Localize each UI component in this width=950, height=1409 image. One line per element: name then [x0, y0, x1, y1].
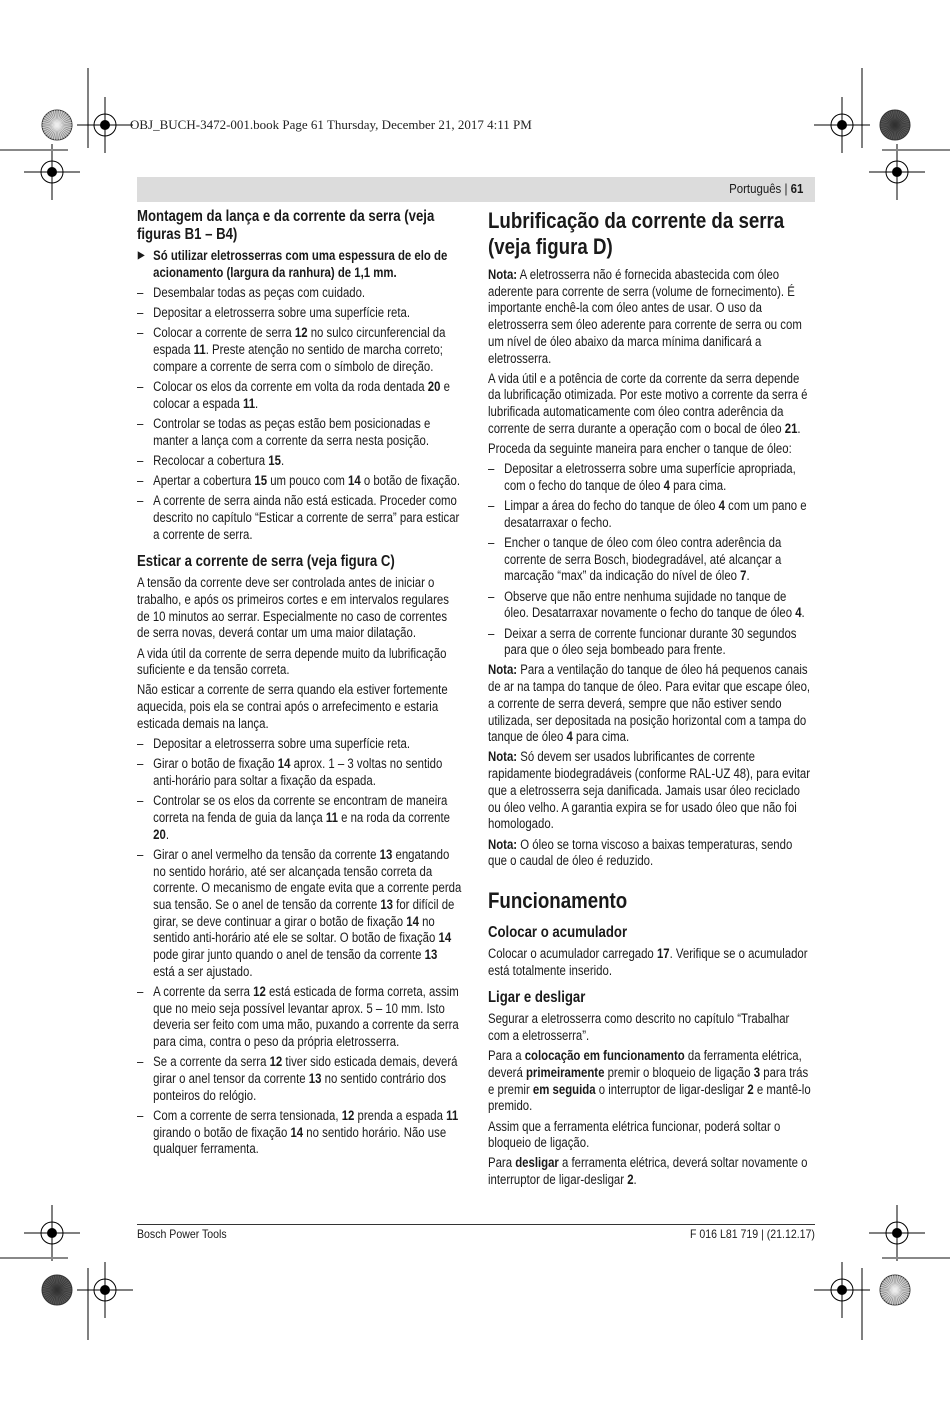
subsection-heading: Montagem da lança e da corrente da serra (veja figuras B1 – B4) — [137, 208, 435, 243]
left-column — [137, 208, 462, 1161]
subsection-heading: Ligar e desligar — [488, 989, 586, 1007]
list-item: – Limpar a área do fecho do tanque de óleo 4 com um pano e desatarraxar o fecho. — [488, 498, 813, 531]
list-item: – Se a corrente da serra 12 tiver sido esticada demais, deverá girar o anel tensor da corrente 13 no sentido contrário dos ponteiros do relógio. — [137, 1054, 462, 1104]
paragraph: Assim que a ferramenta elétrica funcionar, poderá soltar o bloqueio de ligação. — [488, 1118, 781, 1151]
list-item: – A corrente de serra ainda não está esticada. Proceder como descrito no capítulo “Esticar a corrente de serra” para esticar a corrente de serra. — [137, 493, 462, 543]
footer-brand: Bosch Power Tools — [137, 1227, 227, 1241]
right-column — [488, 208, 813, 1192]
list-item: – Recolocar a cobertura 15. — [137, 453, 462, 470]
subsection-heading: Colocar o acumulador — [488, 923, 628, 941]
list-item: – Controlar se todas as peças estão bem posicionadas e manter a lança com a corrente da serra nesta posição. — [137, 416, 462, 449]
page-header-bar — [137, 177, 815, 202]
paragraph: Proceda da seguinte maneira para encher o tanque de óleo: — [488, 441, 792, 457]
list-item: – Apertar a cobertura 15 um pouco com 14 o botão de fixação. — [137, 473, 462, 490]
paragraph: A vida útil e a potência de corte da corrente da serra depende da lubrificação otimizada. Por este motivo a corrente da serra é lubrificada automaticamente com óleo contra aderência da corrente de serra durante a operação com o bocal de óleo 21. — [488, 370, 808, 436]
section-heading: Funcionamento — [488, 887, 628, 913]
paragraph: Nota: Para a ventilação do tanque de óleo há pequenos canais de ar na tampa do tanque de óleo. Para evitar que escape óleo, a corrente de serra deverá, sempre que não estiver sendo utilizada, ser depositada na posição horizontal com a tampa do tanque de óleo 4 para cima. — [488, 662, 811, 745]
footer-doc-id: F 016 L81 719 | (21.12.17) — [690, 1227, 815, 1241]
list-item: – Controlar se os elos da corrente se encontram de maneira correta na fenda de guia da lança 11 e na roda da corrente 20. — [137, 793, 462, 843]
list-item: – Girar o botão de fixação 14 aprox. 1 – 3 voltas no sentido anti-horário para soltar a fixação da espada. — [137, 756, 462, 789]
paragraph: Não esticar a corrente de serra quando ela estiver fortemente aquecida, pois ela se contrai após o arrefecimento e estaria esticada demais na lança. — [137, 682, 448, 731]
paragraph: Segurar a eletrosserra como descrito no capítulo “Trabalhar com a eletrosserra”. — [488, 1011, 790, 1044]
paragraph: Para desligar a ferramenta elétrica, deverá soltar novamente o interruptor de ligar-desligar 2. — [488, 1155, 808, 1188]
list-item: – Encher o tanque de óleo com óleo contra aderência da corrente de serra Bosch, biodegradável, até alcançar a marcação “max” da indicação do nível de óleo 7. — [488, 535, 813, 585]
list-item: – Girar o anel vermelho da tensão da corrente 13 engatando no sentido horário, até ser alcançada tensão correta da corrente. O mecanismo de engate evita que a corrente perda sua tensão. Se o anel de tensão da corrente 13 for difícil de girar, se deve continuar a girar o botão de fixação 14 no sentido anti-horário até ele se soltar. O botão de fixação 14 pode girar junto quando o anel de tensão da corrente 13 está a ser ajustado. — [137, 847, 462, 981]
footer-divider — [137, 1224, 815, 1225]
list-item: – Com a corrente de serra tensionada, 12 prenda a espada 11 girando o botão de fixação 14 no sentido horário. Não use qualquer ferramenta. — [137, 1108, 462, 1158]
page-header: Português | 61 — [728, 181, 803, 196]
subsection-heading: Esticar a corrente de serra (veja figura C) — [137, 553, 395, 571]
list-item: – Depositar a eletrosserra sobre uma superfície reta. — [137, 736, 462, 753]
list-item: – Desembalar todas as peças com cuidado. — [137, 285, 462, 302]
header-language: Português — [728, 181, 781, 196]
warning-item: ▶ Só utilizar eletrosserras com uma espessura de elo de acionamento (largura da ranhura) de 1,1 mm. — [137, 248, 462, 281]
list-item: – Depositar a eletrosserra sobre uma superfície reta. — [137, 305, 462, 322]
paragraph: Nota: Só devem ser usados lubrificantes de corrente rapidamente biodegradáveis (conforme RAL-UZ 48), para evitar que a eletrosserra seja danificada. Jamais usar óleo reciclado ou óleo velho. A garantia expira se for usado óleo que não foi homologado. — [488, 749, 811, 832]
paragraph: Colocar o acumulador carregado 17. Verifique se o acumulador está totalmente inserido. — [488, 945, 808, 978]
page-number: 61 — [790, 181, 803, 196]
book-file-info: OBJ_BUCH-3472-001.book Page 61 Thursday, December 21, 2017 4:11 PM — [130, 117, 532, 132]
paragraph: A tensão da corrente deve ser controlada antes de iniciar o trabalho, e após os primeiros cortes e em intervalos regulares de 10 minutos ao serrar. Especialmente no caso de correntes de serra novas, deverá contar um uma maior dilatação. — [137, 575, 449, 641]
paragraph: Nota: O óleo se torna viscoso a baixas temperaturas, sendo que o caudal de óleo é reduzido. — [488, 836, 793, 869]
list-item: – Deixar a serra de corrente funcionar durante 30 segundos para que o óleo seja bombeado para frente. — [488, 626, 813, 659]
paragraph: Para a colocação em funcionamento da ferramenta elétrica, deverá primeiramente premir o bloqueio de ligação 3 para trás e premir em seguida o interruptor de ligar-desligar 2 e mantê-lo premido. — [488, 1048, 811, 1114]
list-item: – Colocar a corrente de serra 12 no sulco circunferencial da espada 11. Preste atenção no sentido de marcha correto; compare a corrente de serra com o símbolo de direção. — [137, 325, 462, 375]
list-item: – A corrente da serra 12 está esticada de forma correta, assim que no meio seja possível levantar aprox. 5 – 10 mm. Isto deveria ser feito com uma mão, puxando a corrente da serra para cima, contra o peso da própria eletrosserra. — [137, 984, 462, 1051]
paragraph: Nota: A eletrosserra não é fornecida abastecida com óleo aderente para corrente de serra (volume de fornecimento). É importante enchê-la com óleo antes de usar. O uso da eletrosserra sem óleo aderente para corrente de serra ou com um nível de óleo abaixo da marca mínima danificará a eletrosserra. — [488, 267, 802, 366]
paragraph: A vida útil da corrente de serra depende muito da lubrificação suficiente e da tensão correta. — [137, 645, 447, 678]
list-item: – Observe que não entre nenhuma sujidade no tanque de óleo. Desatarraxar novamente o fecho do tanque de óleo 4. — [488, 589, 813, 622]
list-item: – Depositar a eletrosserra sobre uma superfície apropriada, com o fecho do tanque de óleo 4 para cima. — [488, 461, 813, 494]
section-heading: Lubrificação da corrente da serra (veja figura D) — [488, 208, 785, 259]
list-item: – Colocar os elos da corrente em volta da roda dentada 20 e colocar a espada 11. — [137, 379, 462, 412]
